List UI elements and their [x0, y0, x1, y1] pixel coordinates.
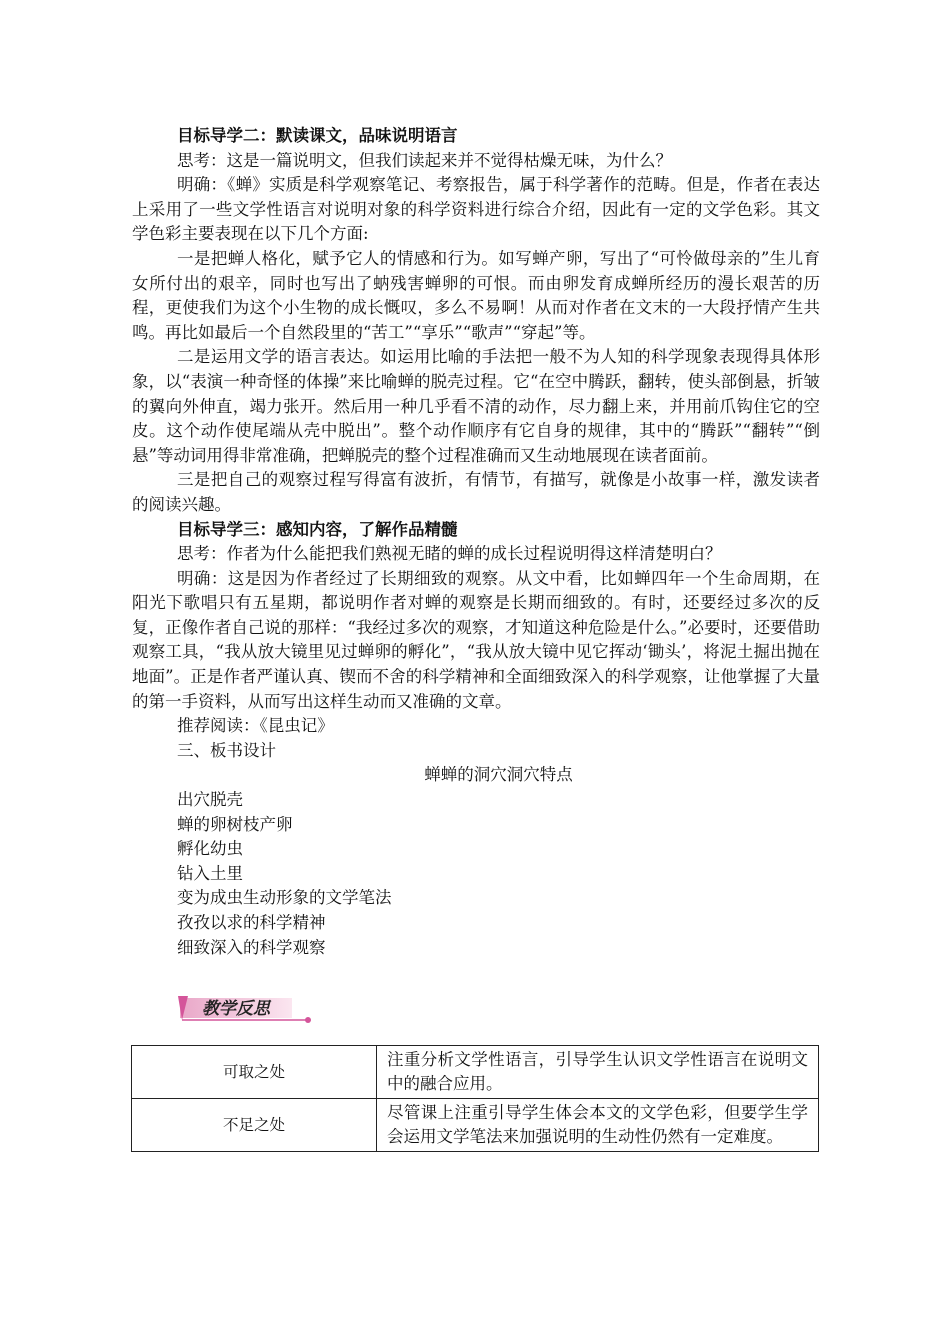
- badge-graphic: [178, 992, 314, 1024]
- badge-dot: [305, 1017, 311, 1023]
- section2-point1: 一是把蝉人格化，赋予它人的情感和行为。如写蝉产卵，写出了“可怜做母亲的”生儿育女所付出的艰辛，同时也写出了蚋残害蝉卵的可恨。而由卵发育成蝉所经历的漫长艰苦的历程，更使我们为这个小生物的成长慨叹，多么不易啊！从而对作者在文末的一大段抒情产生共鸣。再比如最后一个自然段里的“苦工”“享乐”“歌声”“穿起”等。: [132, 248, 820, 342]
- section2-point2: 二是运用文学的语言表达。如运用比喻的手法把一般不为人知的科学现象表现得具体形象，以“表演一种奇怪的体操”来比喻蝉的脱壳过程。它“在空中腾跃，翻转，使头部倒悬，折皱的翼向外伸直，竭力张开。然后用一种几乎看不清的动作，尽力翻上来，并用前爪钩住它的空皮。这个动作使尾端从壳中脱出”。整个动作顺序有它自身的规律，其中的“腾跃”“翻转”“倒悬”等动词用得非常准确，把蝉脱壳的整个过程准确而又生动地展现在读者面前。: [132, 347, 820, 465]
- section3-heading: 目标导学三：感知内容，了解作品精髓: [177, 519, 458, 539]
- section2-answer-intro: 明确：《蝉》实质是科学观察笔记、考察报告，属于科学著作的范畴。但是，作者在表达上采用了一些文学性语言对说明对象的科学资料进行综合介绍，因此有一定的文学色彩。其文学色彩主要表现在以下几个方面:: [132, 175, 820, 244]
- table-row: [132, 1046, 819, 1099]
- content-body: [132, 124, 820, 960]
- reflection-table: [131, 1045, 819, 1152]
- board-item: 变为成虫生动形象的文学笔法: [177, 888, 392, 908]
- badge-label: 教学反思: [202, 999, 270, 1019]
- section2-question: 思考：这是一篇说明文，但我们读起来并不觉得枯燥无味，为什么？: [177, 150, 672, 170]
- section3-question: 思考：作者为什么能把我们熟视无睹的蝉的成长过程说明得这样清楚明白？: [177, 544, 722, 564]
- board-item: 蝉的卵树枝产卵: [177, 814, 293, 834]
- board-item: 细致深入的科学观察: [177, 937, 326, 957]
- board-title: 蝉蝉的洞穴洞穴特点: [424, 765, 573, 785]
- board-design-heading: 三、板书设计: [177, 740, 276, 760]
- teaching-reflection-badge: [178, 992, 314, 1024]
- section2-point3: 三是把自己的观察过程写得富有波折，有情节，有描写，就像是小故事一样，激发读者的阅读兴趣。: [132, 470, 820, 514]
- row-text-strengths: 注重分析文学性语言，引导学生认识文学性语言在说明文中的融合应用。: [377, 1046, 819, 1099]
- section3-answer: 明确：这是因为作者经过了长期细致的观察。从文中看，比如蝉四年一个生命周期，在阳光下歌唱只有五星期，都说明作者对蝉的观察是长期而细致的。有时，还要经过多次的反复，正像作者自己说的那样：“我经过多次的观察，才知道这种危险是什么。”必要时，还要借助观察工具，“我从放大镜里见过蝉卵的孵化”，“我从放大镜中见它挥动‘锄头’，将泥土掘出抛在地面”。正是作者严谨认真、锲而不舍的科学精神和全面细致深入的科学观察，让他掌握了大量的第一手资料，从而写出这样生动而又准确的文章。: [132, 568, 820, 711]
- row-text-weaknesses: 尽管课上注重引导学生体会本文的文学色彩，但要学生学会运用文学笔法来加强说明的生动性仍然有一定难度。: [377, 1099, 819, 1152]
- row-label-strengths: 可取之处: [132, 1046, 377, 1099]
- board-item: 钻入土里: [177, 863, 243, 883]
- row-label-weaknesses: 不足之处: [132, 1099, 377, 1152]
- board-item: 孵化幼虫: [177, 839, 243, 859]
- board-items: [132, 788, 820, 960]
- board-item: 孜孜以求的科学精神: [177, 913, 326, 932]
- recommended-reading: 推荐阅读：《昆虫记》: [177, 716, 334, 736]
- section2-heading: 目标导学二：默读课文，品味说明语言: [177, 126, 458, 145]
- board-item: 出穴脱壳: [177, 790, 243, 810]
- table-row: [132, 1099, 819, 1152]
